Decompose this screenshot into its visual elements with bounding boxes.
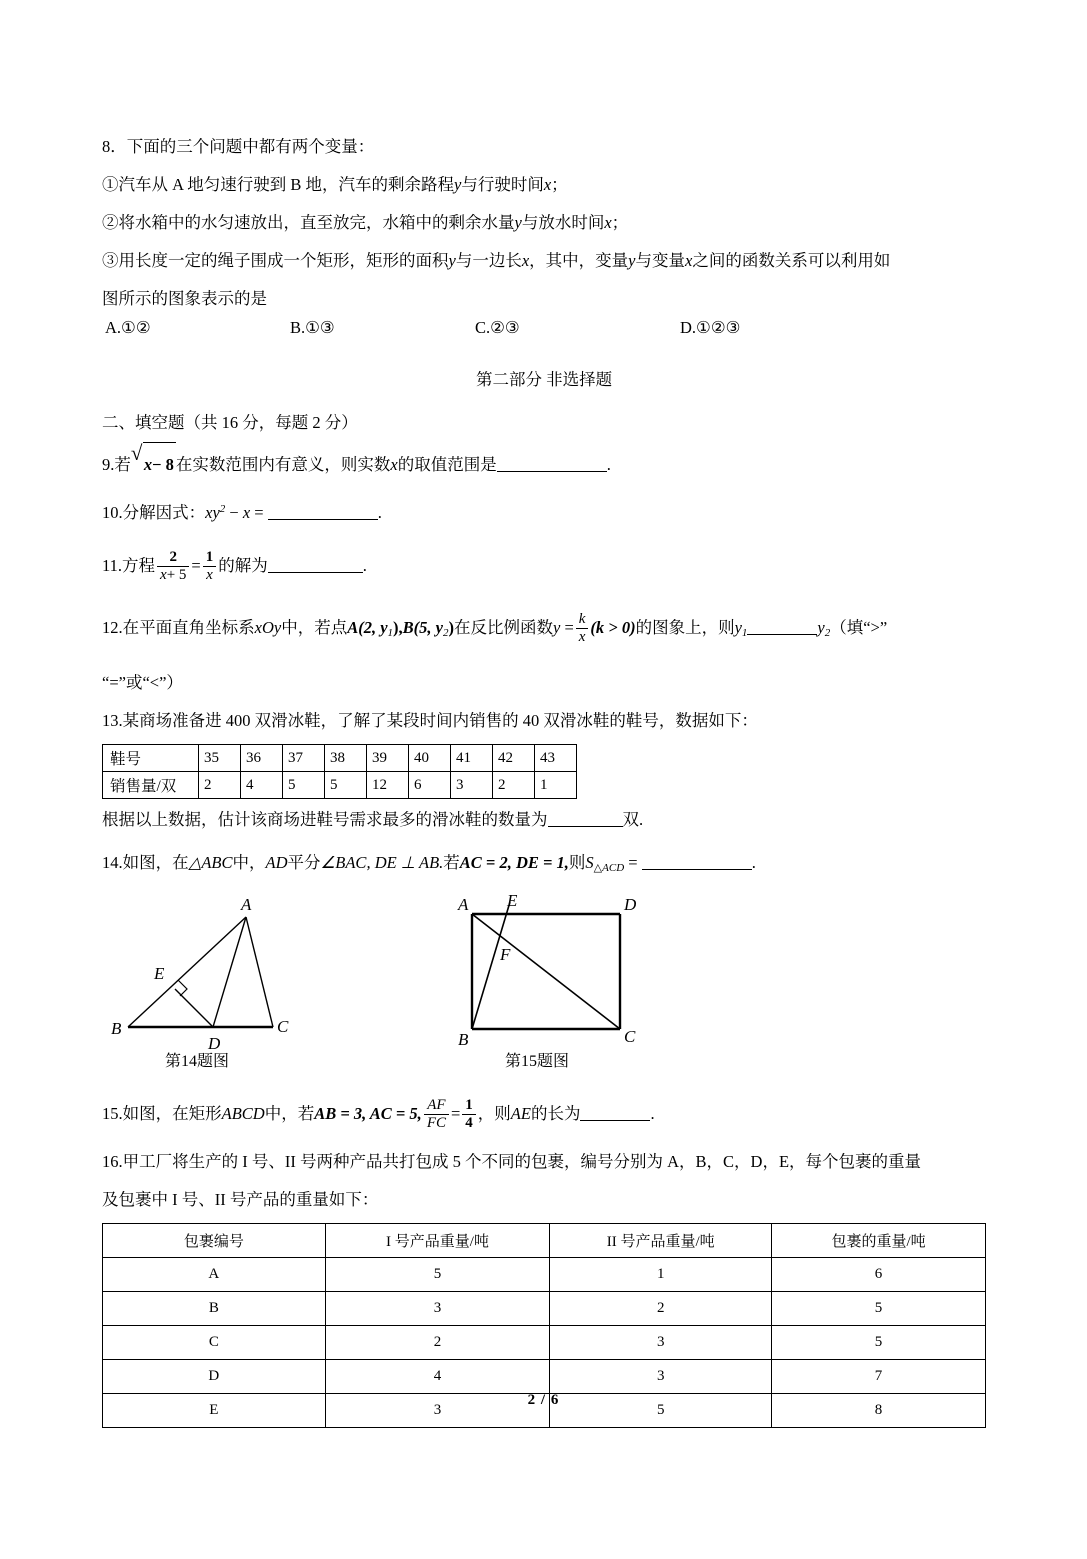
q15-period: . [650,1104,655,1124]
q14-area-symbol: S [585,853,594,873]
q10-x2: x [242,503,251,523]
q10-minus: − [229,503,239,523]
q9-answer-blank[interactable] [497,457,607,472]
q12-y1: y [734,618,742,638]
q8-item1-end: ； [551,175,568,194]
q14-triangle: △ABC [188,853,233,873]
q11-frac2-num: 1 [203,549,217,567]
question-13-followup [102,799,986,841]
q11-frac1-num: 2 [157,549,189,567]
figure-15-diagram [450,892,680,1057]
question-10 [102,487,986,535]
page-content [102,128,986,1428]
shoe-sales-cell: 2 [493,772,535,799]
q12-mid1: 中，若点 [281,618,348,638]
q14-area-subscript: △ACD [593,862,625,875]
q15-answer-blank[interactable] [580,1106,650,1121]
q8-item1-pre: ①汽车从 A 地匀速行驶到 B 地，汽车的剩余路程 [102,175,455,194]
q12-answer-blank[interactable] [747,620,817,635]
option-b[interactable]: B.①③ [290,318,335,337]
cell-package-id: B [103,1292,326,1326]
shoe-size-table [102,744,577,799]
shoe-sales-cell: 3 [451,772,493,799]
q8-item2-var-x: x [604,213,612,232]
sqrt-icon: √ x− 8 [131,442,176,487]
q9-pre: 9.若 [102,455,131,474]
fraction-af-over-fc [424,1097,449,1132]
q15-mid1: 中，若 [264,1104,315,1124]
q12-point-a-sub: 1 [387,627,394,640]
fig14-label-E: E [154,964,165,984]
q8-item2-mid: 与放水时间 [521,213,605,232]
fig15-label-B: B [458,1030,469,1050]
q8-item3-mid1: 与一边长 [455,251,522,270]
q12-frac-num: k [576,611,589,629]
q15-ae: AE [510,1104,531,1124]
q11-pre: 11.方程 [102,556,156,576]
q12-point-a-end: ), [393,618,403,638]
q8-item1-var-y: y [454,175,462,194]
shoe-size-cell: 37 [283,745,325,772]
q8-item3-var-y: y [448,251,456,270]
cell-product-2: 3 [550,1326,772,1360]
q11-frac1-den-rest: + 5 [166,566,187,583]
q14-mid1: 中， [232,853,266,873]
shoe-size-cell: 38 [325,745,367,772]
q14-equals: = [628,853,638,873]
q12-coord: xOy [254,618,282,638]
q9-tail: 的取值范围是 [397,455,497,474]
question-16-line1: 16.甲工厂将生产的 I 号、II 号两种产品共打包成 5 个不同的包裹，编号分别为 A，B，C，D，E，每个包裹的重量 [102,1152,922,1172]
table-row [103,1258,986,1292]
segment-BE [472,902,510,1029]
q11-period: . [362,556,367,576]
q9-radicand-var: x [143,455,153,474]
q14-ad: AD [265,853,288,873]
q8-item1-var-x: x [543,175,552,194]
fig15-label-A: A [458,895,469,915]
q15-given: AB = 3, AC = 5, [314,1104,422,1124]
question-8-item-2 [102,204,986,242]
option-a[interactable]: A.①② [105,318,151,337]
segment-AD [213,917,246,1027]
cell-package-id: E [103,1394,326,1428]
shoe-size-cell: 41 [451,745,493,772]
question-15 [102,1085,986,1143]
cell-product-2: 5 [550,1394,772,1428]
shoe-size-cell: 43 [535,745,577,772]
column-header-package-weight: 包裹的重量/吨 [772,1224,986,1258]
cell-product-1: 3 [325,1394,550,1428]
fraction-k-over-x [576,611,589,646]
figures-row [102,890,986,1085]
shoe-size-row-header: 鞋号 [103,745,199,772]
segment-BA [128,917,246,1027]
cell-package-id: C [103,1326,326,1360]
question-13-stem: 13.某商场准备进 400 双滑冰鞋，了解了某段时间内销售的 40 双滑冰鞋的鞋号，数据如下： [102,711,758,731]
q8-item2-pre: ②将水箱中的水匀速放出，直至放完，水箱中的剩余水量 [102,213,515,232]
shoe-sales-cell: 12 [367,772,409,799]
question-12 [102,597,986,664]
shoe-sales-row-header: 销售量/双 [103,772,199,799]
q12-point-b: B(5, y [402,618,443,638]
cell-product-1: 4 [325,1360,550,1394]
q11-post: 的解为 [218,556,268,576]
q14-given: AC = 2, DE = 1, [459,853,569,873]
q15-equals: = [450,1104,461,1124]
cell-product-1: 5 [325,1258,550,1292]
q8-item3-var-x: x [521,251,530,270]
q11-answer-blank[interactable] [268,558,363,573]
shoe-size-cell: 39 [367,745,409,772]
question-8-item-1 [102,166,986,204]
cell-package-weight: 5 [772,1326,986,1360]
cell-package-id: D [103,1360,326,1394]
shoe-sales-cell: 5 [325,772,367,799]
q11-equals: = [191,556,201,576]
segment-AC-diagonal [472,914,620,1029]
q8-item2-end: ； [611,213,629,232]
table-row-shoe-sales [103,772,577,799]
shoe-size-cell: 40 [409,745,451,772]
q10-pre: 10.分解因式： [102,503,206,523]
shoe-sales-cell: 6 [409,772,451,799]
part-two-heading: 第二部分 非选择题 [475,370,613,389]
option-c[interactable]: C.②③ [475,318,520,337]
column-header-product-2-weight: II 号产品重量/吨 [550,1224,772,1258]
shoe-size-cell: 35 [199,745,241,772]
q14-mid4: 则 [568,853,586,873]
q12-tail: （填“>” [830,618,888,638]
fraction-1-over-x [203,549,217,584]
cell-package-weight: 5 [772,1292,986,1326]
q8-item3-var-y2: y [628,251,636,270]
q8-item2-var-y: y [514,213,522,232]
q13-answer-blank[interactable] [548,812,623,827]
q15-pre: 15.如图，在矩形 [102,1104,222,1124]
q14-mid3: 若 [443,853,460,873]
cell-product-2: 2 [550,1292,772,1326]
q10-y: y [212,503,220,523]
option-d[interactable]: D.①②③ [680,318,741,337]
q8-item3-end: 之间的函数关系可以利用如 [692,251,891,270]
q12-point-b-sub: 2 [442,627,449,640]
q12-y1-sub: 1 [741,627,748,640]
segment-AC [246,917,273,1027]
cell-package-id: A [103,1258,326,1292]
q12-point-a: A(2, y [347,618,388,638]
shoe-sales-cell: 2 [199,772,241,799]
shoe-size-cell: 36 [241,745,283,772]
q15-frac2-num: 1 [462,1097,476,1115]
q15-frac2-den: 4 [465,1114,473,1131]
q12-pre: 12.在平面直角坐标系 [102,618,255,638]
q14-angle: ∠BAC, DE ⊥ AB. [320,853,444,873]
q11-frac1-den-x: x [160,566,167,583]
cell-package-weight: 7 [772,1360,986,1394]
question-8-item-3-line2: 图所示的图象表示的是 [102,289,267,308]
section-two-heading: 二、填空题（共 16 分，每题 2 分） [102,413,358,432]
cell-package-weight: 8 [772,1394,986,1428]
q12-y2: y [817,618,825,638]
table-row [103,1326,986,1360]
q8-item3-pre: ③用长度一定的绳子围成一个矩形，矩形的面积 [102,251,449,270]
q12-point-b-end: ) [448,618,454,638]
column-header-product-1-weight: I 号产品重量/吨 [325,1224,550,1258]
cell-product-1: 3 [325,1292,550,1326]
q10-equals: = [254,503,264,523]
table-row-shoe-sizes [103,745,577,772]
q15-frac-den: FC [426,1114,446,1131]
q8-item1-mid: 与行驶时间 [461,175,544,194]
q15-mid2: ，则 [477,1104,511,1124]
question-12-line2: “=”或“<”） [102,673,183,693]
q8-item3-var-x2: x [684,251,693,270]
table-header-row [103,1224,986,1258]
q14-pre: 14.如图，在 [102,853,189,873]
cell-product-2: 1 [550,1258,772,1292]
q9-var: x [390,455,398,474]
question-9 [102,442,986,487]
q12-eq-equals: = [564,618,574,638]
q14-answer-blank[interactable] [642,855,752,870]
table-row [103,1360,986,1394]
q12-mid3: 的图象上，则 [635,618,735,638]
page-footer [0,1392,1087,1409]
q8-item3-mid2: ，其中，变量 [529,251,629,270]
q12-y2-sub: 2 [824,627,831,640]
q8-item3-mid3: 与变量 [635,251,685,270]
question-8-options [102,318,986,356]
shoe-size-cell: 42 [493,745,535,772]
fig15-label-C: C [624,1027,636,1047]
figure-15-caption: 第15题图 [505,1053,570,1071]
page-number: 2 / 6 [527,1392,560,1408]
q13-after-pre: 根据以上数据，估计该商场进鞋号需求最多的滑冰鞋的数量为 [102,810,548,830]
q10-period: . [377,503,382,523]
shoe-sales-cell: 1 [535,772,577,799]
fig14-label-C: C [277,1017,289,1037]
q12-frac-den: x [578,628,586,645]
fraction-1-over-4 [462,1097,476,1132]
fig14-label-D: D [208,1034,221,1054]
question-8-stem: 8．下面的三个问题中都有两个变量： [102,137,375,156]
q12-condition: (k > 0) [590,618,636,638]
table-row [103,1292,986,1326]
cell-package-weight: 6 [772,1258,986,1292]
fig14-label-A: A [241,895,252,915]
fig15-label-E: E [507,892,518,911]
q9-post: 在实数范围内有意义，则实数 [175,455,391,474]
q12-mid2: 在反比例函数 [453,618,553,638]
q13-after-post: 双. [622,810,644,830]
q9-period: . [606,455,611,474]
fig15-label-F: F [500,945,511,965]
shoe-sales-cell: 4 [241,772,283,799]
question-11 [102,535,986,597]
fig14-label-B: B [111,1019,122,1039]
question-8-item-3 [102,242,986,280]
q10-x: x [205,503,213,523]
q14-period: . [751,853,756,873]
column-header-package-id: 包裹编号 [103,1224,326,1258]
cell-product-1: 2 [325,1326,550,1360]
question-14 [102,841,986,890]
cell-product-2: 3 [550,1360,772,1394]
q14-mid2: 平分 [287,853,321,873]
q15-tail: 的长为 [530,1104,581,1124]
fig15-label-D: D [624,895,637,915]
fraction-2-over-x-plus-5 [157,549,189,584]
q11-frac2-den: x [206,566,213,583]
shoe-sales-cell: 5 [283,772,325,799]
figure-14-diagram [110,892,340,1057]
q15-frac-num: AF [424,1097,449,1115]
question-16-line2: 及包裹中 I 号、II 号产品的重量如下： [102,1190,379,1210]
q10-answer-blank[interactable] [268,505,378,520]
q15-rect: ABCD [221,1104,265,1124]
q10-exponent: 2 [219,503,226,515]
q9-radicand-rest: − 8 [152,455,174,474]
figure-14-caption: 第14题图 [165,1053,230,1071]
q12-eq-y: y [552,618,561,638]
